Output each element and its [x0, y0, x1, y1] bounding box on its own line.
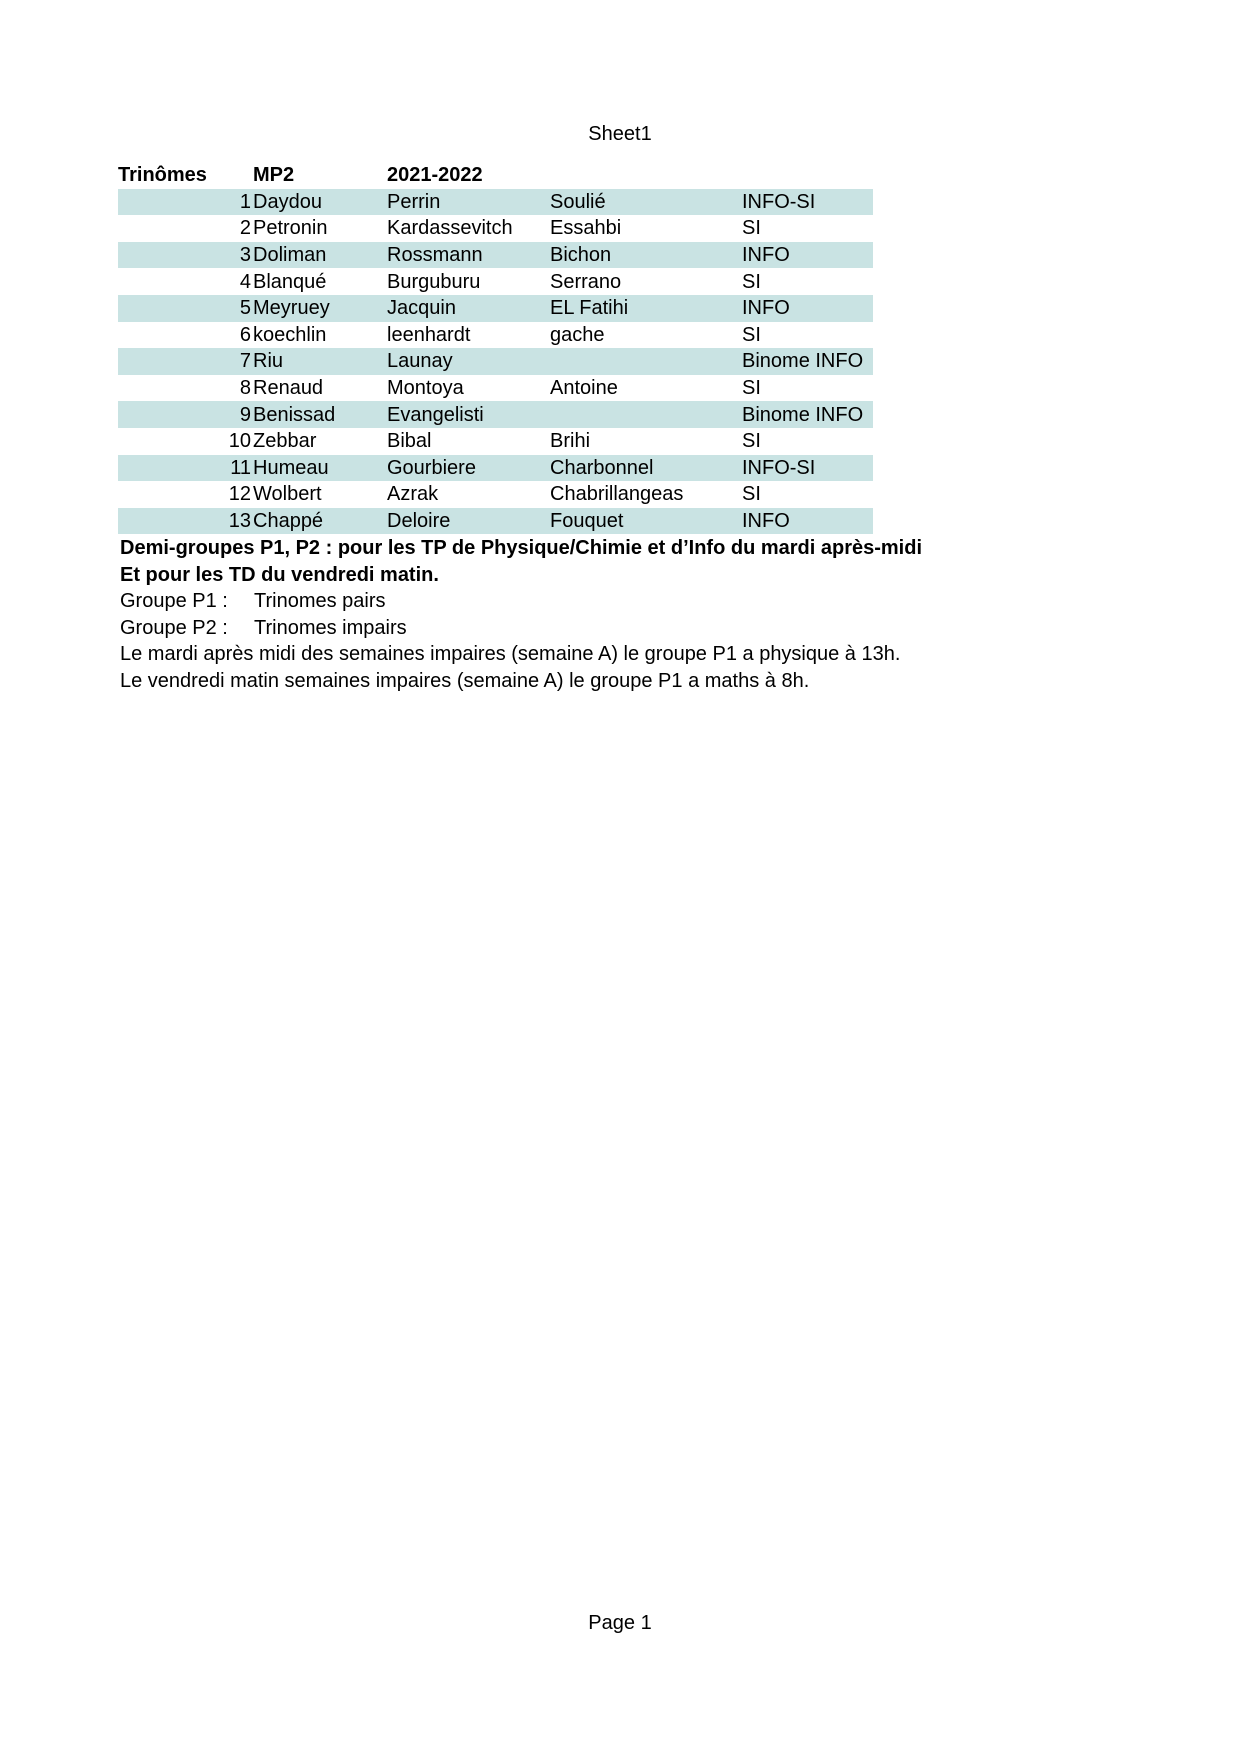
table-row [118, 455, 873, 482]
table-row [118, 508, 873, 535]
student-3-cell: Soulié [550, 190, 606, 213]
student-1-cell: Doliman [253, 244, 327, 267]
group-p2-label: Groupe P2 : [120, 616, 228, 639]
note-mardi: Le mardi après midi des semaines impaires (semaine A) le groupe P1 a physique à 13h. [120, 643, 901, 666]
header-year: 2021-2022 [387, 164, 483, 187]
option-cell: SI [742, 217, 761, 240]
trinome-number-cell: 9 [239, 403, 251, 426]
student-3-cell: EL Fatihi [550, 297, 629, 320]
student-2-cell: Rossmann [387, 244, 483, 267]
student-1-cell: Renaud [253, 377, 324, 400]
table-row [118, 375, 873, 402]
trinome-number-cell: 5 [239, 297, 251, 320]
trinome-number-cell: 12 [228, 483, 251, 506]
option-cell: SI [742, 323, 761, 346]
student-2-cell: Launay [387, 350, 453, 373]
table-row [118, 481, 873, 508]
table-row [118, 348, 873, 375]
student-2-cell: Deloire [387, 510, 451, 533]
student-1-cell: Daydou [253, 190, 322, 213]
table-row [118, 322, 873, 349]
student-3-cell: Serrano [550, 270, 622, 293]
note-group-p1 [120, 588, 1120, 615]
header-trinomes: Trinômes [118, 164, 207, 187]
student-2-cell: Bibal [387, 430, 432, 453]
header-class: MP2 [253, 164, 295, 187]
student-1-cell: Zebbar [253, 430, 317, 453]
option-cell: SI [742, 270, 761, 293]
trinome-number-cell: 10 [228, 430, 251, 453]
student-2-cell: Gourbiere [387, 456, 476, 479]
option-cell: INFO [742, 244, 790, 267]
table-row [118, 428, 873, 455]
student-3-cell: Bichon [550, 244, 612, 267]
option-cell: INFO-SI [742, 190, 816, 213]
student-3-cell: Chabrillangeas [550, 483, 684, 506]
trinome-number-cell: 11 [230, 456, 251, 479]
trinome-number-cell: 7 [239, 350, 251, 373]
student-3-cell: Fouquet [550, 510, 624, 533]
note-group-p2 [120, 615, 1120, 642]
trinome-number-cell: 2 [239, 217, 251, 240]
table-row [118, 295, 873, 322]
trinome-number-cell: 8 [239, 377, 251, 400]
group-p1-label: Groupe P1 : [120, 590, 228, 613]
option-cell: Binome INFO [742, 350, 864, 373]
student-3-cell: gache [550, 323, 605, 346]
table-row [118, 189, 873, 216]
student-2-cell: Azrak [387, 483, 439, 506]
trinome-number-cell: 1 [239, 190, 251, 213]
student-3-cell: Antoine [550, 377, 618, 400]
option-cell: SI [742, 430, 761, 453]
option-cell: INFO-SI [742, 456, 816, 479]
trinome-number-cell: 4 [239, 270, 251, 293]
option-cell: SI [742, 377, 761, 400]
note-td-vendredi: Et pour les TD du vendredi matin. [120, 563, 439, 586]
sheet-title: Sheet1 [588, 123, 652, 145]
student-1-cell: Blanqué [253, 270, 327, 293]
student-1-cell: koechlin [253, 323, 327, 346]
student-1-cell: Riu [253, 350, 284, 373]
trinomes-table [118, 162, 873, 534]
student-2-cell: Kardassevitch [387, 217, 513, 240]
student-1-cell: Humeau [253, 456, 329, 479]
table-row [118, 401, 873, 428]
student-3-cell: Essahbi [550, 217, 622, 240]
student-1-cell: Wolbert [253, 483, 322, 506]
group-p2-value: Trinomes impairs [254, 616, 407, 639]
table-row [118, 268, 873, 295]
page-footer: Page 1 [588, 1612, 652, 1634]
table-row [118, 215, 873, 242]
option-cell: INFO [742, 510, 790, 533]
student-1-cell: Petronin [253, 217, 328, 240]
table-row [118, 242, 873, 269]
group-p1-value: Trinomes pairs [254, 590, 386, 613]
student-1-cell: Chappé [253, 510, 324, 533]
option-cell: SI [742, 483, 761, 506]
note-demi-groupes: Demi-groupes P1, P2 : pour les TP de Physique/Chimie et d’Info du mardi après-midi [120, 537, 923, 559]
student-3-cell: Brihi [550, 430, 591, 453]
note-vendredi: Le vendredi matin semaines impaires (semaine A) le groupe P1 a maths à 8h. [120, 669, 810, 692]
option-cell: INFO [742, 297, 790, 320]
student-2-cell: Evangelisti [387, 403, 484, 426]
student-2-cell: Burguburu [387, 270, 481, 293]
student-2-cell: leenhardt [387, 323, 471, 346]
student-3-cell: Charbonnel [550, 456, 654, 479]
student-1-cell: Meyruey [253, 297, 330, 320]
notes-section [120, 535, 1120, 695]
student-2-cell: Jacquin [387, 297, 456, 320]
table-body [118, 189, 873, 535]
trinome-number-cell: 6 [239, 323, 251, 346]
option-cell: Binome INFO [742, 403, 864, 426]
student-1-cell: Benissad [253, 403, 336, 426]
trinome-number-cell: 3 [239, 244, 251, 267]
table-header-row [118, 162, 873, 189]
student-2-cell: Perrin [387, 190, 441, 213]
student-2-cell: Montoya [387, 377, 464, 400]
trinome-number-cell: 13 [228, 510, 251, 533]
